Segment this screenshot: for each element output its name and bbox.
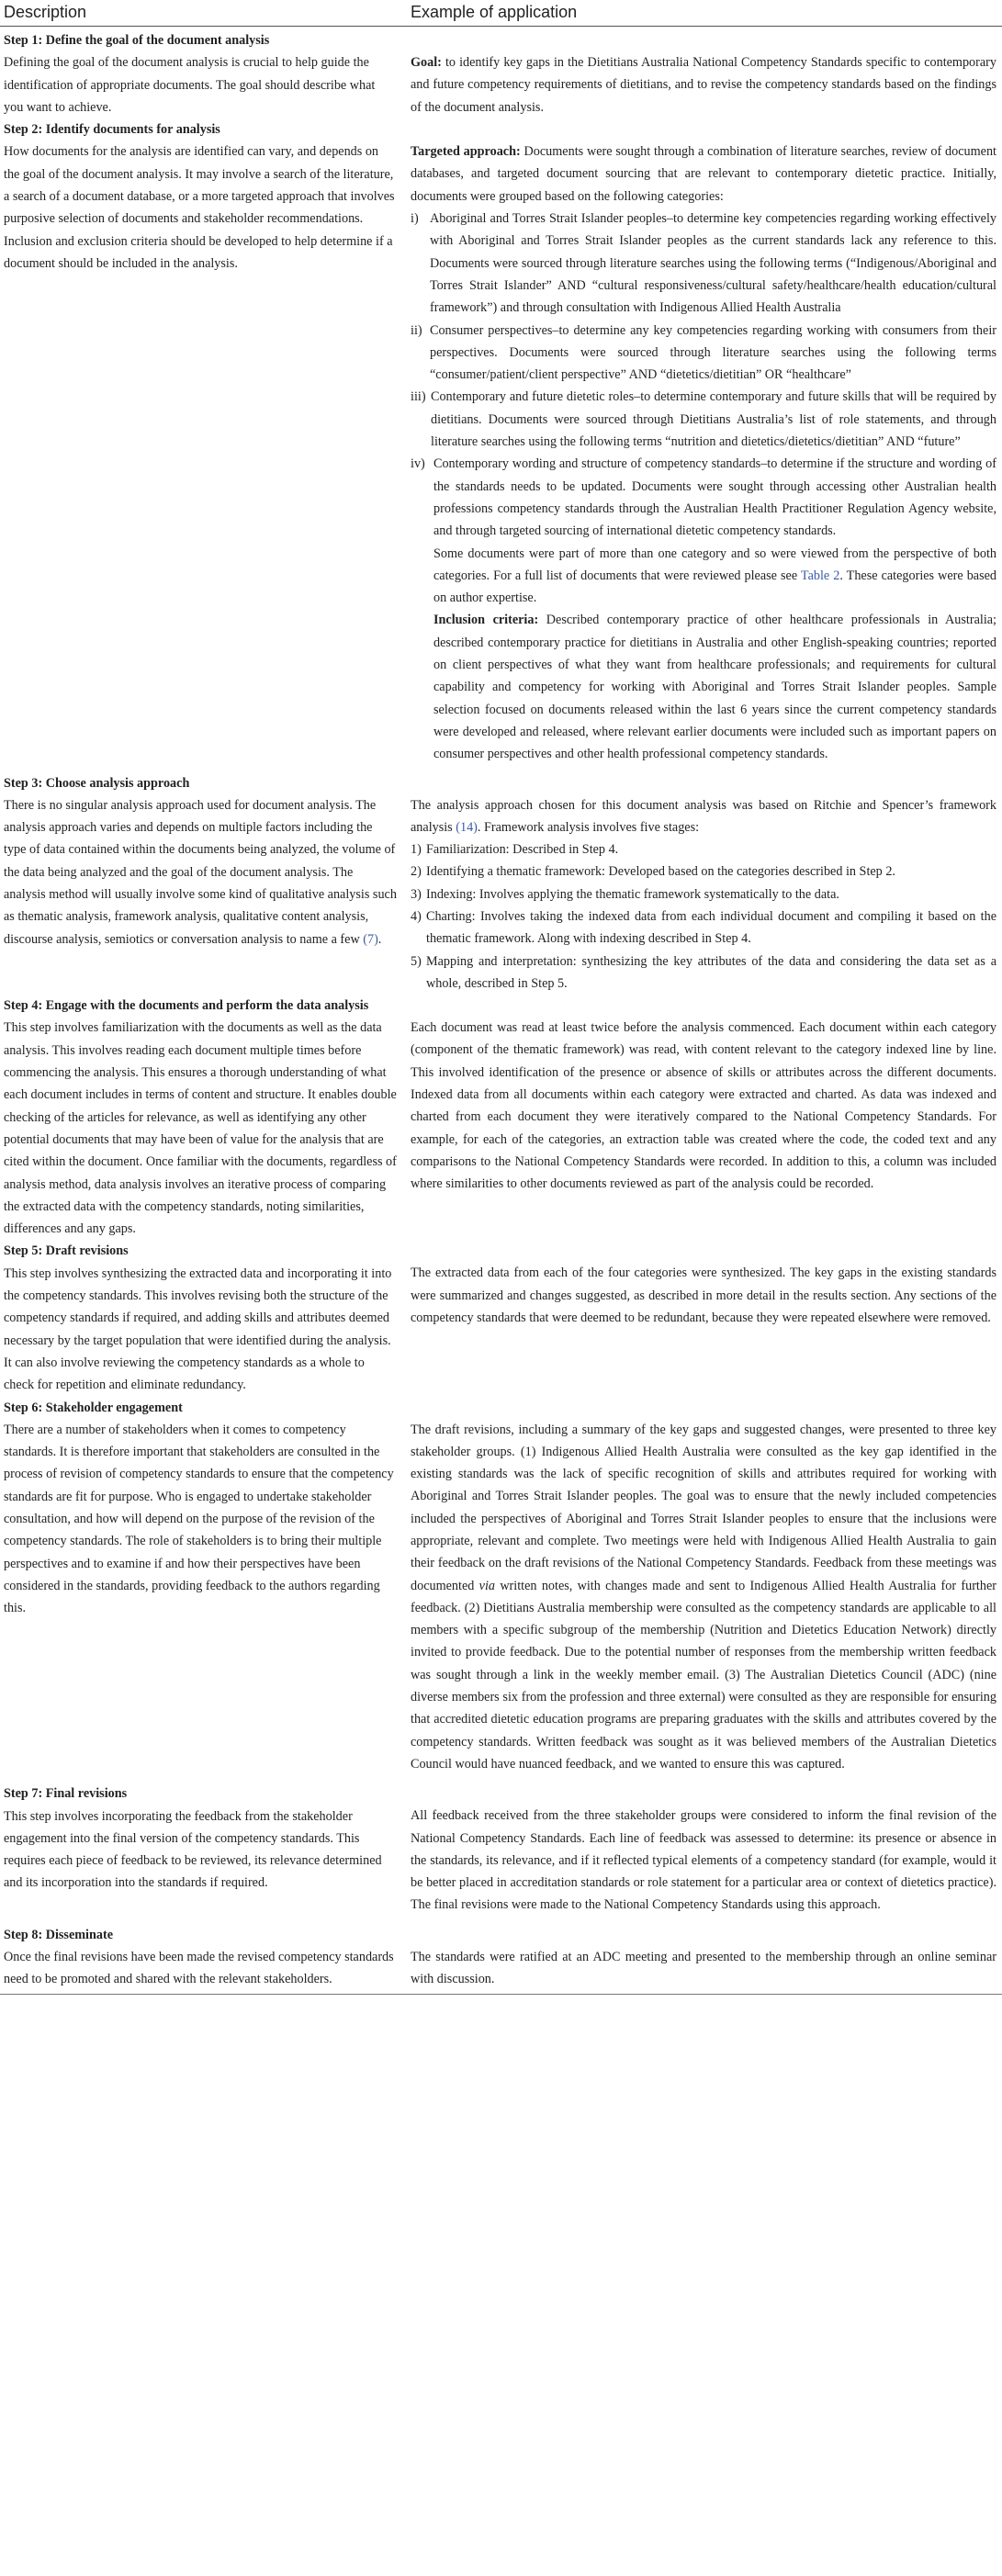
list-item — [411, 838, 996, 861]
step-8-title: Step 8: Disseminate — [4, 1927, 114, 1942]
step-8-body: Once the final revisions have been made the revised competency standards need to be promoted and shared with the relevant stakeholders. — [4, 1950, 394, 1987]
list-item — [411, 320, 996, 387]
table-row-step-6 — [0, 1397, 1002, 1776]
targeted-approach-body: Documents were sought through a combination of literature searches, review of document databases, and targeted document sourcing that are relevant to contemporary dietetic practice. Initially, documents were grouped based on the following categories: — [411, 144, 996, 204]
step-1-body: Defining the goal of the document analysis is crucial to help guide the identification of appropriate documents. The goal should describe what you want to achieve. — [4, 55, 376, 115]
step-1-example-text — [411, 51, 996, 118]
step-6-example-italic: via — [478, 1578, 495, 1593]
list-marker: ii) — [411, 322, 422, 338]
targeted-approach-label: Targeted approach: — [411, 144, 521, 160]
table-row-step-3 — [0, 766, 1002, 996]
list-item-text — [433, 453, 996, 765]
table-row-step-1 — [0, 27, 1002, 119]
list-item-text: Consumer perspectives–to determine any key competencies regarding working with consumers from their perspectives. Documents were sourced through literature searches using the following terms “consumer/patient/client perspective” AND “dietetics/dietitian” OR “healthcare” — [430, 322, 996, 383]
list-item-text: Charting: Involves taking the indexed data from each individual document and compiling it based on the thematic framework. Along with indexing described in Step 4. — [426, 908, 996, 947]
table-header-row — [0, 0, 1002, 27]
step-2-example — [410, 118, 1002, 765]
step-1-example — [410, 27, 1002, 119]
step-6-title: Step 6: Stakeholder engagement — [4, 1400, 183, 1415]
list-marker: iii) — [411, 389, 426, 405]
step-4-body: This step involves familiarization with the documents as well as the data analysis. This involves reading each document multiple times before commencing the analysis. This ensures a thorough understanding of what each document includes in terms of content and structure. It enables double checking of the articles for relevance, as well as identifying any other potential documents that may have been of value for the analysis that are cited within the document. Once familiar with the documents, regardless of analysis method, data analysis involves an iterative process of comparing the extracted data with the competency standards, noting similarities, differences and any gaps. — [4, 1020, 397, 1237]
step-3-body — [4, 794, 397, 951]
list-item — [411, 386, 996, 453]
step-3-description — [0, 766, 410, 996]
step-2-description — [0, 118, 410, 765]
framework-stages-list — [411, 838, 996, 995]
list-item-body: Contemporary wording and structure of competency standards–to determine if the structure and wording of the standards needs to be updated. Documents were sought through accessing other Australian health professions competency standards through the Australian Health Practitioner Regulation Agency website, and through targeted sourcing of international dietetic competency standards. — [433, 456, 996, 539]
inclusion-text: Described contemporary practice of other healthcare professionals in Australia; described contemporary practice for dietitians in Australia and other English-speaking countries; reported on client perspectives of what they want from healthcare professionals; and requirements for cultural capability and competency for working with Aboriginal and Torres Strait Islander peoples. Sample selection focused on documents released within the last 6 years since the current competency standards were developed and released, where relevant earlier documents were included such as important papers on consumer perspectives and other health professional competency standards. — [433, 613, 996, 762]
inclusion-label: Inclusion criteria: — [433, 613, 539, 628]
step-8-example — [410, 1917, 1002, 1994]
step-6-body: There are a number of stakeholders when it comes to competency standards. It is therefore important that stakeholders are consulted in the process of revision of competency standards to ensure that the competency standards are fit for purpose. Who is engaged to undertake stakeholder consultation, and how will depend on the purpose of the revision of the competency standards. The role of stakeholders is to bring their multiple perspectives and to examine if and how their perspectives have been considered in the standards, providing feedback to the authors regarding this. — [4, 1422, 394, 1616]
table-row-step-7 — [0, 1775, 1002, 1916]
step-3-title: Step 3: Choose analysis approach — [4, 775, 190, 791]
step-7-example — [410, 1775, 1002, 1916]
list-marker: 1) — [411, 842, 422, 858]
list-item-text: Aboriginal and Torres Strait Islander peoples–to determine key competencies regarding working effectively with Aboriginal and Torres Strait Islander peoples as the current standards lack any reference to this. Documents were sourced through literature searches using the following terms (“Indigenous/Aboriginal and Torres Strait Islander” AND “cultural responsiveness/cultural safety/healthcare/health education/cultural framework”) and through consultation with Indigenous Allied Health Australia — [430, 211, 996, 316]
list-item-text: Mapping and interpretation: synthesizing the key attributes of the data and considering the data set as a whole, described in Step 5. — [426, 953, 996, 991]
step-7-title: Step 7: Final revisions — [4, 1786, 128, 1802]
table-row-step-4 — [0, 995, 1002, 1240]
step-3-example-text — [411, 794, 996, 839]
ref-7-link[interactable]: (7) — [363, 931, 378, 947]
step-2-title: Step 2: Identify documents for analysis — [4, 122, 220, 138]
list-marker: iv) — [411, 456, 425, 472]
step-3-example-after: . Framework analysis involves five stages: — [477, 819, 700, 835]
header-description: Description — [0, 0, 410, 27]
step-6-example-text — [411, 1419, 996, 1776]
table-note — [433, 543, 996, 610]
step-7-example-text: All feedback received from the three stakeholder groups were considered to inform the final revision of the National Competency Standards. Each line of feedback was assessed to determine: its presence or absence in the standards, its relevance, and if it reflected typical elements of a competency standard (for example, would it be better placed in accreditation standards or role statement for a particular area or context of dietetics practice). The final revisions were made to the National Competency Standards using this approach. — [411, 1808, 996, 1913]
goal-label: Goal: — [411, 55, 442, 70]
list-item-text: Familiarization: Described in Step 4. — [426, 842, 619, 858]
list-item-text: Contemporary and future dietetic roles–to determine contemporary and future skills that will be required by dietitians. Documents were sourced through Dietitians Australia’s list of role statements, and through literature searches using the following terms “nutrition and dietetics/dietetics/dietitian” AND “future” — [431, 389, 996, 450]
list-marker: 3) — [411, 886, 422, 902]
step-3-example — [410, 766, 1002, 996]
step-1-description — [0, 27, 410, 119]
table-row-step-2 — [0, 118, 1002, 765]
list-marker: 2) — [411, 864, 422, 880]
list-item — [411, 861, 996, 883]
step-7-body: This step involves incorporating the feedback from the stakeholder engagement into the final version of the competency standards. This requires each piece of feedback to be reviewed, its relevance determined and its incorporation into the standards if required. — [4, 1808, 382, 1891]
step-5-title: Step 5: Draft revisions — [4, 1243, 129, 1259]
step-6-example-before: The draft revisions, including a summary of the key gaps and suggested changes, were presented to three key stakeholder groups. (1) Indigenous Allied Health Australia were consulted as the key gap identified in the existing standards was the lack of specific recognition of skills and attributes required for working with Aboriginal and Torres Strait Islander peoples. The goal was to ensure that the newly included competencies included the perspectives of Aboriginal and Torres Strait Islander peoples to ensure that the inclusions were appropriate, relevant and complete. Two meetings were held with Indigenous Allied Health Australia to gain their feedback on the draft revisions of the National Competency Standards. Feedback from these meetings was documented — [411, 1422, 996, 1593]
step-4-description — [0, 995, 410, 1240]
list-marker: 5) — [411, 953, 422, 969]
list-marker: i) — [411, 211, 419, 227]
step-5-description — [0, 1240, 410, 1396]
targeted-approach-text — [411, 141, 996, 208]
step-2-body: How documents for the analysis are identified can vary, and depends on the goal of the document analysis. It may involve a search of the literature, a search of a document database, or a more targeted approach that involves purposive selection of documents and stakeholder recommendations. Inclusion and exclusion criteria should be developed to help determine if a document should be included in the analysis. — [4, 144, 395, 271]
list-item — [411, 951, 996, 996]
step-5-example-text: The extracted data from each of the four categories were synthesized. The key gaps in the existing standards were summarized and changes suggested, as described in more detail in the results section. Any sections of the competency standards that were deemed to be redundant, because they were repeated elsewhere were removed. — [411, 1266, 996, 1326]
step-4-example — [410, 995, 1002, 1240]
step-7-description — [0, 1775, 410, 1916]
step-5-body: This step involves synthesizing the extracted data and incorporating it into the competency standards. This involves revising both the structure of the competency standards if required, and adding skills and attributes deemed necessary by the target population that were identified during the analysis. It can also involve reviewing the competency standards as a whole to check for repetition and eliminate redundancy. — [4, 1266, 392, 1393]
step-3-body-text: There is no singular analysis approach used for document analysis. The analysis approach varies and depends on multiple factors including the type of data contained within the documents being analyzed, the volume of the data being analyzed and the goal of the document analysis. The analysis method will usually involve some kind of qualitative analysis such as thematic analysis, framework analysis, qualitative content analysis, discourse analysis, semiotics or conversation analysis to name a few — [4, 797, 397, 947]
step-1-title: Step 1: Define the goal of the document analysis — [4, 33, 270, 48]
table-2-link[interactable]: Table 2 — [800, 568, 840, 583]
list-item-text: Identifying a thematic framework: Developed based on the categories described in Step 2. — [426, 864, 895, 880]
ref-14-link[interactable]: (14) — [456, 819, 478, 835]
list-item — [411, 906, 996, 951]
table-row-step-8 — [0, 1917, 1002, 1994]
step-4-example-text: Each document was read at least twice before the analysis commenced. Each document within each category (component of the thematic framework) was read, with content relevant to the category indexed line by line. This involved identification of the presence or absence of skills or attributes across the different documents. Indexed data from all documents within each category were extracted and charted. As data was indexed and charted from each document they were iteratively compared to the National Competency Standards. For example, for each of the categories, an extraction table was created where the code, the coded text and any comparisons to the National Competency Standards were recorded. In addition to this, a column was included where similarities to other documents reviewed as part of the analysis could be recorded. — [411, 1020, 996, 1192]
list-item — [411, 883, 996, 906]
goal-text: to identify key gaps in the Dietitians Australia National Competency Standards specific to contemporary and future competency requirements of dietitians, and to revise the competency standards based on the findings of the document analysis. — [411, 55, 996, 115]
step-8-description — [0, 1917, 410, 1994]
list-marker: 4) — [411, 908, 422, 924]
category-list — [411, 208, 996, 765]
step-6-description — [0, 1397, 410, 1776]
step-8-example-text: The standards were ratified at an ADC meeting and presented to the membership through an online seminar with discussion. — [411, 1949, 996, 1987]
inclusion-criteria — [433, 609, 996, 765]
header-example: Example of application — [410, 0, 1002, 27]
note-after: . These categories were based on author expertise. — [433, 568, 997, 606]
list-item — [411, 208, 996, 319]
step-5-example — [410, 1240, 1002, 1396]
step-4-title: Step 4: Engage with the documents and perform the data analysis — [4, 998, 369, 1014]
note-before: Some documents were part of more than one category and so were viewed from the perspective of both categories. For a full list of documents that were reviewed please see — [433, 546, 996, 583]
list-item — [411, 453, 996, 765]
step-6-example-after: written notes, with changes made and sent to Indigenous Allied Health Australia for further feedback. (2) Dietitians Australia membership were consulted as the competency standards are applicable to all members with a specific subgroup of the membership (Nutrition and Dietetics Education Network) directly invited to provide feedback. Due to the potential number of responses from the membership written feedback was sought through a link in the weekly member email. (3) The Australian Dietetics Council (ADC) (nine diverse members six from the profession and three external) were consulted as they are responsible for ensuring that accredited dietetic education programs are preparing graduates with the skills and attributes covered by the competency standards. Written feedback was sought as it was believed members of the Australian Dietetics Council would have nuanced feedback, and we wanted to ensure this was captured. — [411, 1578, 996, 1772]
step-3-example-before: The analysis approach chosen for this document analysis was based on Ritchie and Spencer’s framework analysis — [411, 797, 996, 835]
list-item-text: Indexing: Involves applying the thematic framework systematically to the data. — [426, 886, 839, 902]
step-6-example — [410, 1397, 1002, 1776]
table-row-step-5 — [0, 1240, 1002, 1396]
step-3-body-end: . — [377, 931, 382, 947]
